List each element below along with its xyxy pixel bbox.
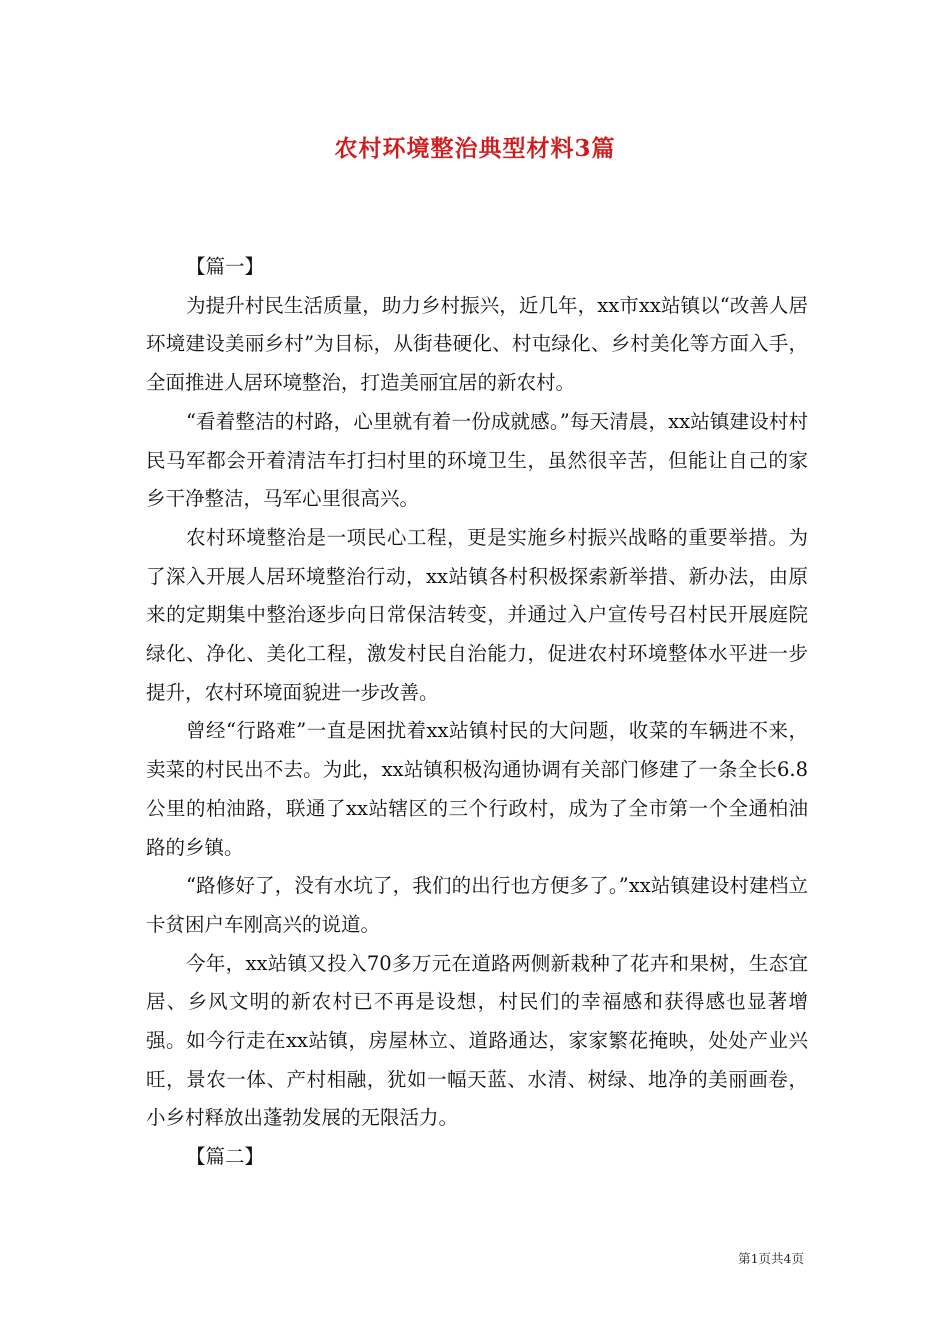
paragraph-5: “路修好了，没有水坑了，我们的出行也方便多了。”xx站镇建设村建档立卡贫困户车刚高兴的说道。 xyxy=(146,874,808,936)
section-heading-2: 【篇二】 xyxy=(186,1145,265,1169)
page-number-footer: 第1页共4页 xyxy=(738,1251,804,1266)
document-title: 农村环境整治典型材料3篇 xyxy=(334,135,616,162)
paragraph-1: 为提升村民生活质量，助力乡村振兴，近几年，xx市xx站镇以“改善人居环境建设美丽乡村”为目标，从街巷硬化、村屯绿化、乡村美化等方面入手，全面推进人居环境整治，打造美丽宜居的新农村。 xyxy=(146,293,808,395)
paragraph-6: 今年，xx站镇又投入70多万元在道路两侧新栽种了花卉和果树，生态宜居、乡风文明的新农村已不再是设想，村民们的幸福感和获得感也显著增强。如今行走在xx站镇，房屋林立、道路通达，家家繁花掩映，处处产业兴旺，景农一体、产村相融，犹如一幅天蓝、水清、树绿、地净的美丽画卷，小乡村释放出蓬勃发展的无限活力。 xyxy=(146,951,808,1130)
paragraph-3: 农村环境整治是一项民心工程，更是实施乡村振兴战略的重要举措。为了深入开展人居环境整治行动，xx站镇各村积极探索新举措、新办法，由原来的定期集中整治逐步向日常保洁转变，并通过入户宣传号召村民开展庭院绿化、净化、美化工程，激发村民自治能力，促进农村环境整体水平进一步提升，农村环境面貌进一步改善。 xyxy=(146,525,808,704)
paragraph-4: 曾经“行路难”一直是困扰着xx站镇村民的大问题，收菜的车辆进不来，卖菜的村民出不去。为此，xx站镇积极沟通协调有关部门修建了一条全长6.8公里的柏油路，联通了xx站辖区的三个行政村，成为了全市第一个全通柏油路的乡镇。 xyxy=(146,719,808,859)
document-body xyxy=(146,248,808,1177)
section-heading-1: 【篇一】 xyxy=(186,255,265,278)
paragraph-2: “看着整洁的村路，心里就有着一份成就感。”每天清晨，xx站镇建设村村民马军都会开着清洁车打扫村里的环境卫生，虽然很辛苦，但能让自己的家乡干净整洁，马军心里很高兴。 xyxy=(146,409,808,511)
